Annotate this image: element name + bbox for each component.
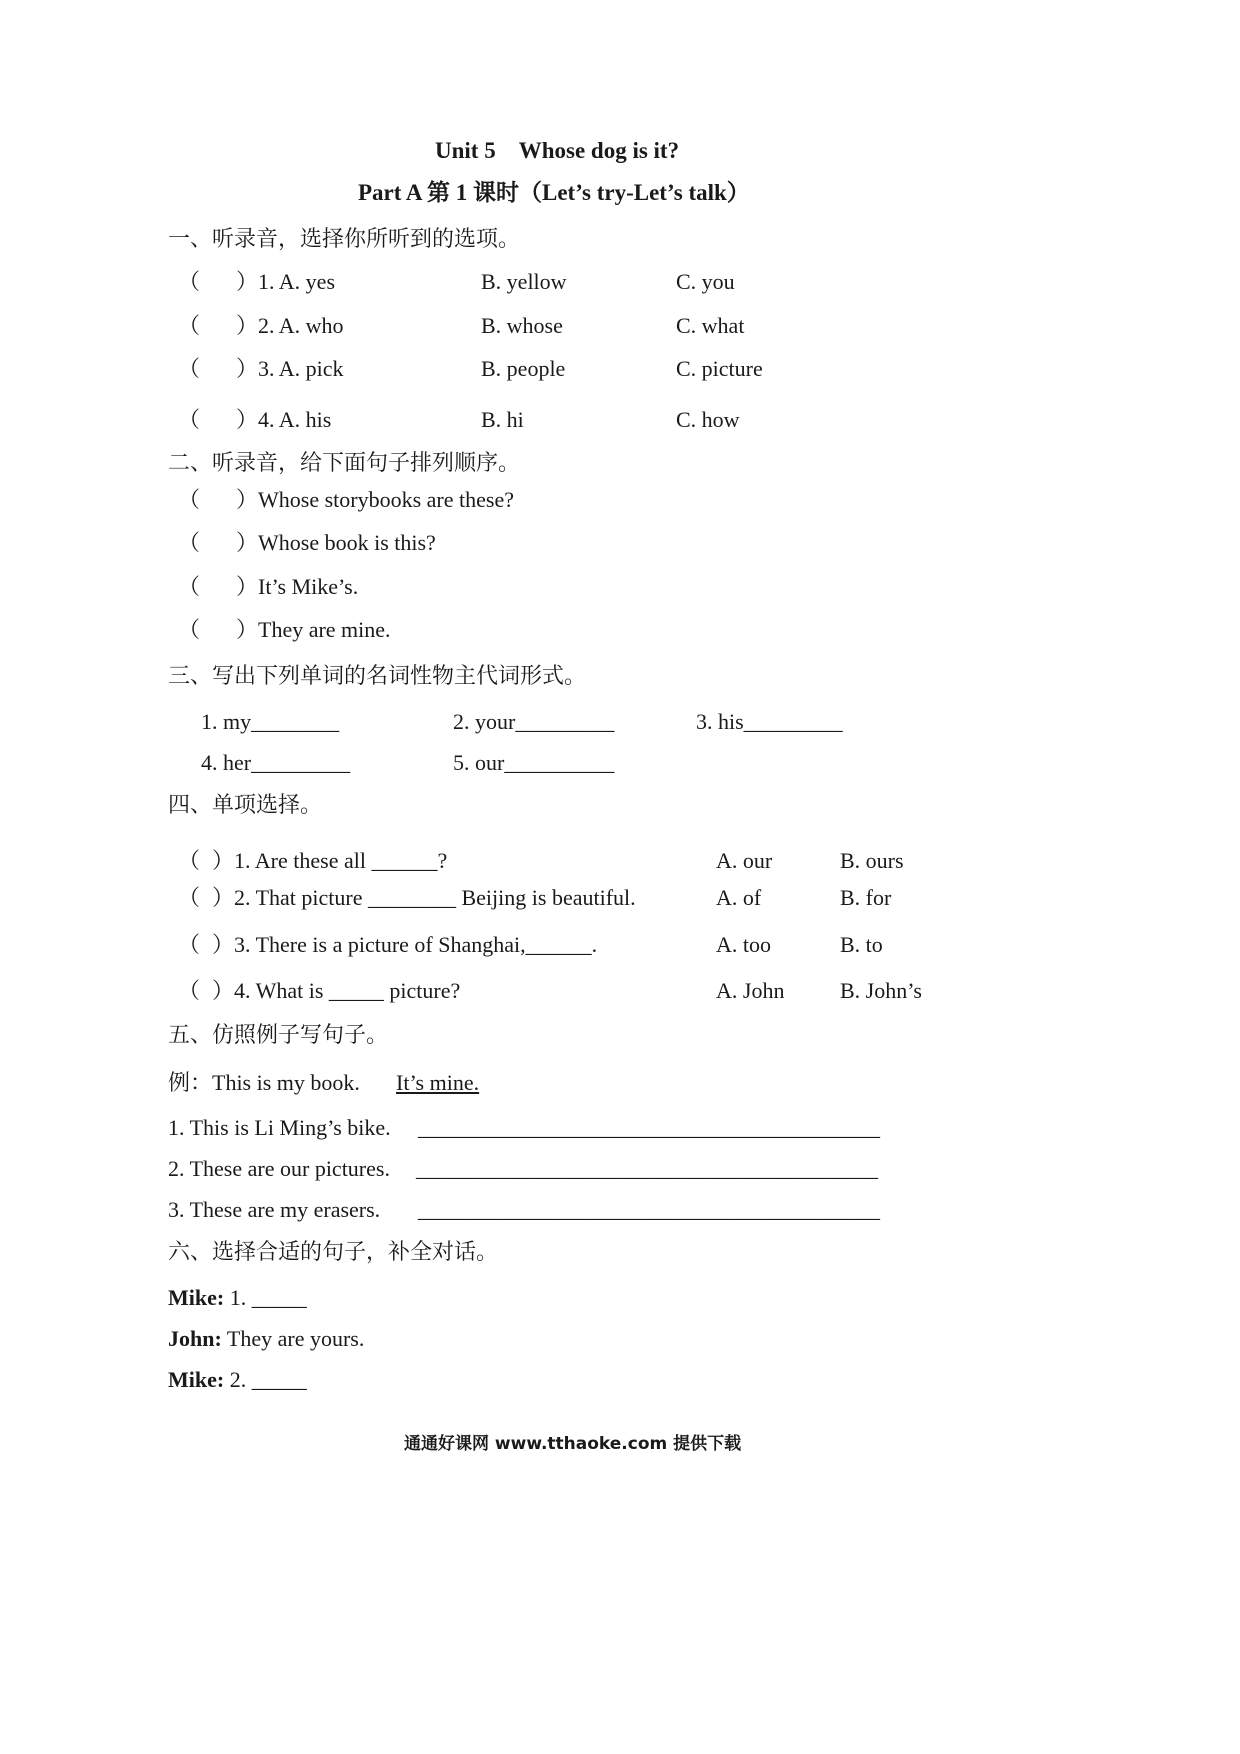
fill-in-item[interactable]: 2. your_________ xyxy=(453,709,615,734)
question-text: ）3. There is a picture of Shanghai,______. xyxy=(212,932,598,957)
option-c: C. how xyxy=(676,407,740,432)
answer-blank[interactable]: （ xyxy=(178,530,201,555)
speaker-name: John: xyxy=(168,1326,222,1351)
dialogue-text[interactable]: 1. _____ xyxy=(224,1285,307,1310)
answer-line[interactable]: __________________________________________ xyxy=(418,1115,880,1140)
answer-blank[interactable]: （ xyxy=(178,269,201,294)
question-text: ）4. A. his xyxy=(236,407,332,432)
option-b: B. people xyxy=(481,356,566,381)
fill-in-item[interactable]: 5. our__________ xyxy=(453,750,615,775)
option-c: C. what xyxy=(676,313,745,338)
answer-blank[interactable]: （ xyxy=(178,313,201,338)
question-text: ）1. A. yes xyxy=(236,269,336,294)
answer-blank[interactable]: （ xyxy=(178,356,201,381)
page-subtitle: Part A 第 1 课时（Let’s try-Let’s talk） xyxy=(358,180,750,205)
rewrite-prompt: 2. These are our pictures. xyxy=(168,1156,390,1181)
option-b: B. hi xyxy=(481,407,524,432)
page-footer: 通通好课网 www.tthaoke.com 提供下载 xyxy=(404,1434,742,1454)
sentence-text: ）They are mine. xyxy=(236,617,391,642)
option-a: A. of xyxy=(716,885,762,910)
option-b: B. whose xyxy=(481,313,563,338)
question-text: ）4. What is _____ picture? xyxy=(212,978,461,1003)
sentence-text: ）Whose book is this? xyxy=(236,530,436,555)
section-2-heading: 二、听录音，给下面句子排列顺序。 xyxy=(168,450,521,475)
sentence-text: ）It’s Mike’s. xyxy=(236,574,359,599)
speaker-name: Mike: xyxy=(168,1367,225,1392)
option-a: A. John xyxy=(716,978,785,1003)
speaker-name: Mike: xyxy=(168,1285,225,1310)
answer-line[interactable]: __________________________________________ xyxy=(418,1197,880,1222)
option-c: C. you xyxy=(676,269,735,294)
answer-blank[interactable]: （ xyxy=(178,932,201,957)
answer-blank[interactable]: （ xyxy=(178,487,201,512)
option-a: A. too xyxy=(716,932,771,957)
option-b: B. ours xyxy=(840,848,904,873)
rewrite-prompt: 3. These are my erasers. xyxy=(168,1197,381,1222)
option-c: C. picture xyxy=(676,356,763,381)
fill-in-item[interactable]: 1. my________ xyxy=(201,709,340,734)
fill-in-item[interactable]: 4. her_________ xyxy=(201,750,351,775)
section-3-heading: 三、写出下列单词的名词性物主代词形式。 xyxy=(168,663,587,688)
answer-blank[interactable]: （ xyxy=(178,848,201,873)
option-b: B. to xyxy=(840,932,883,957)
sentence-text: ）Whose storybooks are these? xyxy=(236,487,514,512)
fill-in-item[interactable]: 3. his_________ xyxy=(696,709,843,734)
dialogue-text[interactable]: 2. _____ xyxy=(224,1367,307,1392)
answer-blank[interactable]: （ xyxy=(178,885,201,910)
section-1-heading: 一、听录音，选择你所听到的选项。 xyxy=(168,226,521,251)
page-title: Unit 5 Whose dog is it? xyxy=(435,138,680,163)
question-text: ）1. Are these all ______? xyxy=(212,848,448,873)
rewrite-prompt: 1. This is Li Ming’s bike. xyxy=(168,1115,391,1140)
question-text: ）2. A. who xyxy=(236,313,344,338)
example-sentence: 例：This is my book. xyxy=(168,1070,360,1095)
section-4-heading: 四、单项选择。 xyxy=(168,792,323,817)
section-5-heading: 五、仿照例子写句子。 xyxy=(168,1022,389,1047)
question-text: ）2. That picture ________ Beijing is beautiful. xyxy=(212,885,636,910)
answer-blank[interactable]: （ xyxy=(178,617,201,642)
dialogue-line xyxy=(168,1328,364,1350)
dialogue-line xyxy=(168,1287,307,1309)
dialogue-line xyxy=(168,1369,307,1391)
answer-blank[interactable]: （ xyxy=(178,407,201,432)
example-answer: It’s mine. xyxy=(396,1070,480,1095)
answer-line[interactable]: __________________________________________ xyxy=(416,1156,878,1181)
dialogue-text: They are yours. xyxy=(221,1326,365,1351)
option-b: B. for xyxy=(840,885,892,910)
answer-blank[interactable]: （ xyxy=(178,574,201,599)
option-b: B. John’s xyxy=(840,978,922,1003)
section-6-heading: 六、选择合适的句子，补全对话。 xyxy=(168,1239,499,1264)
option-b: B. yellow xyxy=(481,269,567,294)
option-a: A. our xyxy=(716,848,773,873)
answer-blank[interactable]: （ xyxy=(178,978,201,1003)
question-text: ）3. A. pick xyxy=(236,356,344,381)
